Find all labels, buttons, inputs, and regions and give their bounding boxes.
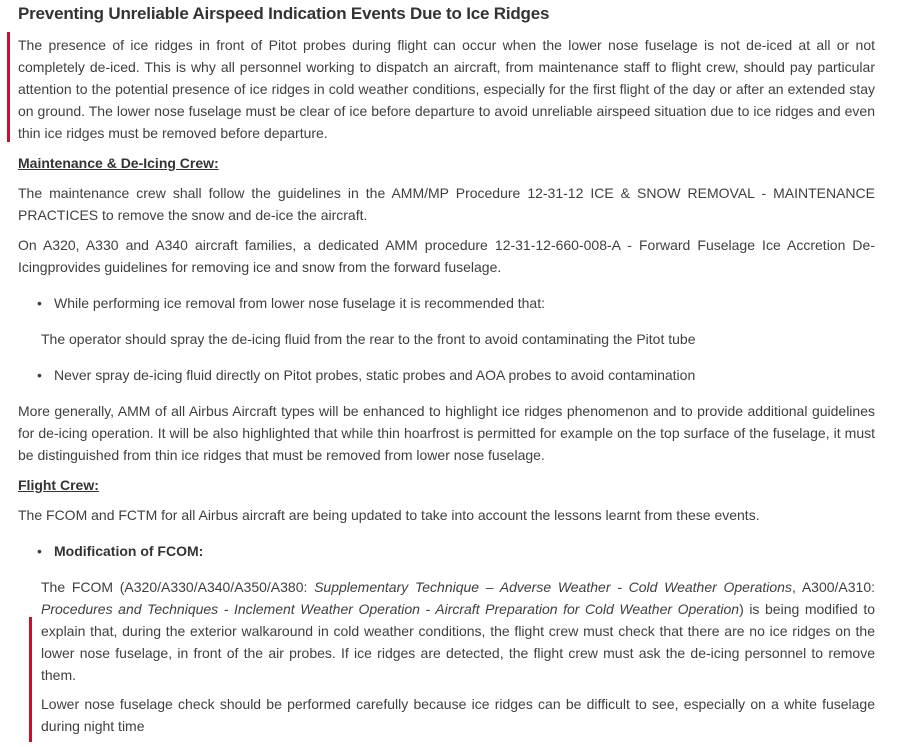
bullet-text: Never spray de-icing fluid directly on Pitot probes, static probes and AOA probes to avoid contamination <box>54 367 696 383</box>
fcom-text: The FCOM (A320/A330/A340/A350/A380: <box>41 579 315 595</box>
maintenance-heading: Maintenance & De-Icing Crew: <box>18 155 219 171</box>
spray-direction-note: The operator should spray the de-icing fluid from the rear to the front to avoid contaminating the Pitot tube <box>41 331 696 347</box>
fcom-text: ) is being modified to explain that, during the exterior walkaround in cold weather conditions, the flight crew must check that there are no ice ridges on the lower nose fuselage, in front of the air probes. If ice ridges are detected, the flight crew must ask the de-icing personnel to remove them. <box>41 601 875 683</box>
flight-crew-paragraph: The FCOM and FCTM for all Airbus aircraft are being updated to take into account the lessons learnt from these events. <box>18 507 760 523</box>
quote-bar-fcom <box>29 617 32 742</box>
fcom-paragraph <box>41 576 875 686</box>
bullet-text: While performing ice removal from lower nose fuselage it is recommended that: <box>54 295 545 311</box>
fcom-doc-ref: Procedures and Techniques - Inclement Weather Operation - Aircraft Preparation for Cold Weather Operation <box>41 601 740 617</box>
nose-check-paragraph: Lower nose fuselage check should be performed carefully because ice ridges can be difficult to see, especially on a white fuselage during night time <box>41 696 875 734</box>
fcom-doc-ref: Supplementary Technique – Adverse Weather - Cold Weather Operations <box>314 579 792 595</box>
bullet-dot-icon: • <box>37 295 42 311</box>
bullet-dot-icon: • <box>37 543 42 559</box>
bullet-dot-icon: • <box>37 367 42 383</box>
bullet-text: Modification of FCOM: <box>54 543 204 559</box>
flight-crew-heading: Flight Crew: <box>18 477 99 493</box>
intro-paragraph: The presence of ice ridges in front of Pitot probes during flight can occur when the lower nose fuselage is not de-iced at all or not completely de-iced. This is why all personnel working to dispatch an aircraft, from maintenance staff to flight crew, should pay particular attention to the potential presence of ice ridges in cold weather conditions, especially for the first flight of the day or after an extended stay on ground. The lower nose fuselage must be clear of ice before departure to avoid unreliable airspeed situation due to ice ridges and even thin ice ridges must be removed before departure. <box>18 37 875 141</box>
maintenance-paragraph-1: The maintenance crew shall follow the guidelines in the AMM/MP Procedure 12-31-12 ICE & SNOW REMOVAL - MAINTENANCE PRACTICES to remove the snow and de-ice the aircraft. <box>18 185 875 223</box>
maintenance-paragraph-2: On A320, A330 and A340 aircraft families, a dedicated AMM procedure 12-31-12-660-008-A - Forward Fuselage Ice Accretion De-Icingprovides guidelines for removing ice and snow from the forward fuselage. <box>18 237 875 275</box>
article-title: Preventing Unreliable Airspeed Indication Events Due to Ice Ridges <box>18 4 550 23</box>
quote-bar-intro <box>7 32 10 142</box>
fcom-text: , A300/A310: <box>791 579 875 595</box>
general-paragraph: More generally, AMM of all Airbus Aircraft types will be enhanced to highlight ice ridges phenomenon and to provide additional guidelines for de-icing operation. It will be also highlighted that while thin hoarfrost is permitted for example on the top surface of the fuselage, it must be distinguished from thin ice ridges that must be removed from lower nose fuselage. <box>18 403 875 463</box>
